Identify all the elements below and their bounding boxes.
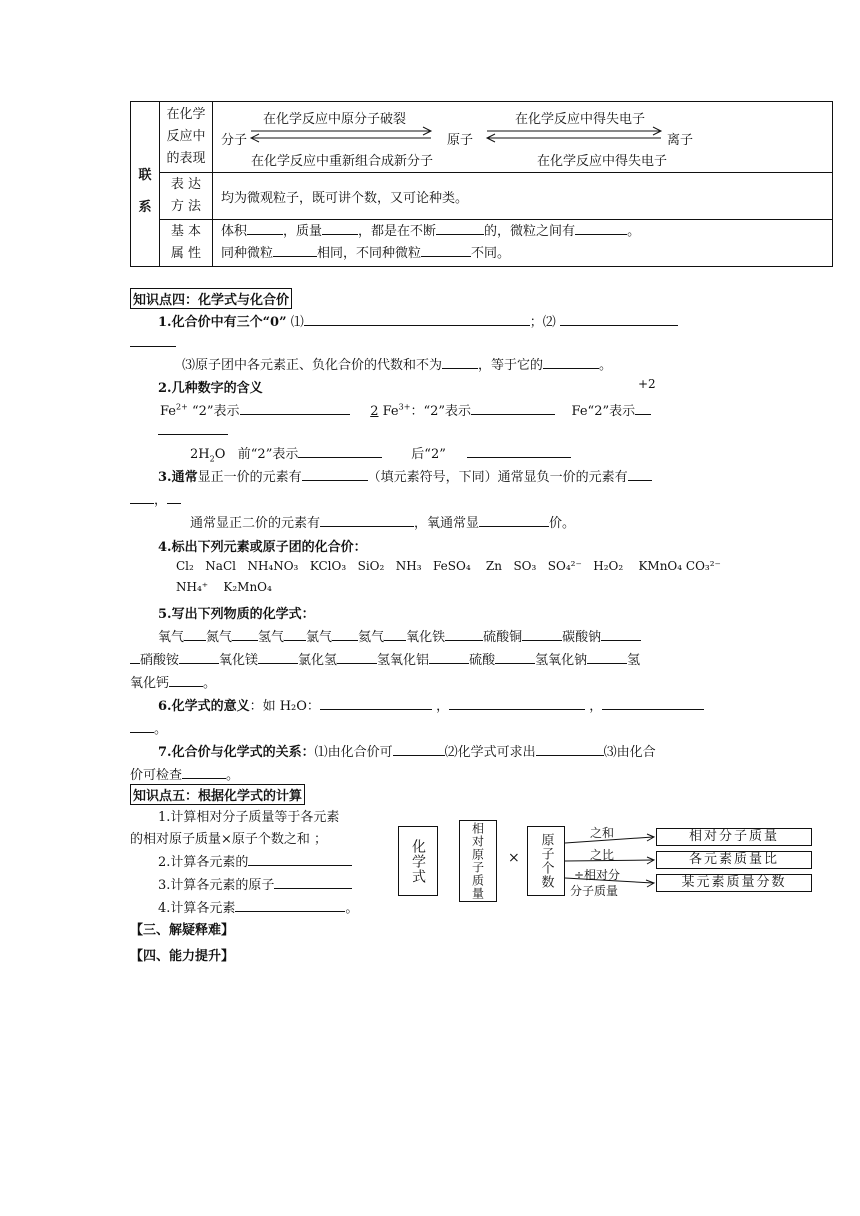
- node-ion: 离子: [667, 133, 694, 148]
- fill-blank[interactable]: [235, 899, 345, 912]
- text: 。: [203, 676, 217, 691]
- q3-label: 3.通常: [158, 470, 198, 485]
- text: 2.计算各元素的: [158, 855, 249, 870]
- text: 氧化钙: [130, 676, 170, 691]
- formula: NH₄NO₃: [247, 559, 299, 573]
- fill-blank[interactable]: [384, 628, 406, 641]
- formula: H₂O₂: [593, 559, 624, 573]
- flow-out1-box: 相对分子质量: [656, 828, 812, 846]
- q6-line1: [158, 695, 704, 714]
- text: 氯化氢: [298, 653, 338, 668]
- text: 氢氧化钠: [535, 653, 588, 668]
- text: 氢气: [258, 630, 285, 645]
- node-atom: 原子: [447, 133, 474, 148]
- text: 硫酸: [469, 653, 496, 668]
- fill-blank[interactable]: [601, 628, 641, 641]
- fill-blank[interactable]: [337, 651, 377, 664]
- calc2: [158, 851, 352, 870]
- fill-blank[interactable]: [284, 628, 306, 641]
- text: 前“2”表示: [237, 447, 299, 462]
- fill-blank[interactable]: [298, 445, 382, 458]
- fill-blank[interactable]: [130, 334, 176, 347]
- fill-blank[interactable]: [158, 422, 228, 435]
- flow-out3-box: 某元素质量分数: [656, 874, 812, 892]
- underlined-2: 2: [370, 404, 379, 419]
- fill-blank[interactable]: [436, 222, 484, 235]
- text: 4.计算各元素: [158, 901, 236, 916]
- row3-head-line2: 属 性: [170, 246, 202, 261]
- fill-blank[interactable]: [543, 356, 599, 369]
- q6-line2: [130, 718, 167, 737]
- q1-label: 1.化合价中有三个“0”: [158, 315, 287, 330]
- text: 碳酸钠: [562, 630, 602, 645]
- text: 氦气: [358, 630, 385, 645]
- row2-head: [160, 173, 213, 220]
- arrow2-bottom-label: 在化学反应中得失电子: [537, 154, 668, 169]
- valence-plus2: +2: [638, 377, 656, 391]
- text: Fe: [160, 404, 177, 419]
- text: 的，微粒之间有: [484, 224, 576, 239]
- row1-content: [213, 102, 833, 173]
- flow-out2-box: 各元素质量比: [656, 851, 812, 869]
- text: 氢氧化铝: [377, 653, 430, 668]
- text: 同种微粒: [221, 246, 274, 261]
- row2-content: 均为微观粒子，既可讲个数，又可论种类。: [213, 173, 833, 220]
- formula: K₂MnO₄: [223, 580, 272, 594]
- q4-label: 4.标出下列元素或原子团的化合价：: [158, 540, 367, 555]
- fill-blank[interactable]: [587, 651, 627, 664]
- flow-times: ×: [508, 850, 520, 866]
- formula: KClO₃: [309, 559, 347, 573]
- row3-head: [160, 220, 213, 267]
- text: ⑴由化合价可: [314, 745, 393, 760]
- text: 氧气: [158, 630, 185, 645]
- fill-blank[interactable]: [471, 402, 555, 415]
- text: 氧化铁: [406, 630, 446, 645]
- section4-title: 知识点四：化学式与化合价: [130, 288, 292, 309]
- fill-blank[interactable]: [302, 468, 368, 481]
- q4-formulas-1: [176, 559, 721, 573]
- fill-blank[interactable]: [602, 697, 704, 710]
- fill-blank[interactable]: [445, 628, 483, 641]
- section5-title: 知识点五：根据化学式的计算: [130, 784, 305, 805]
- text: 硫酸铜: [483, 630, 523, 645]
- fill-blank[interactable]: [442, 356, 478, 369]
- calc4: [158, 897, 358, 916]
- fill-blank[interactable]: [429, 651, 469, 664]
- fill-blank[interactable]: [320, 514, 414, 527]
- arrow1-top-label: 在化学反应中原分子破裂: [263, 112, 407, 127]
- fill-blank[interactable]: [635, 402, 651, 415]
- q3-line2: [130, 489, 181, 508]
- relation-label-cell: [131, 102, 160, 267]
- formula: NH₄⁺: [176, 580, 209, 594]
- fill-blank[interactable]: [130, 720, 154, 733]
- row3-content: [213, 220, 833, 267]
- text: 相同，不同种微粒: [317, 246, 422, 261]
- row3-line2: [221, 243, 832, 265]
- formula: NH₃: [395, 559, 422, 573]
- formula: Cl₂: [176, 559, 194, 573]
- text: （填元素符号，下同）通常显负一价的元素有: [367, 470, 628, 485]
- calc3: [158, 874, 352, 893]
- fill-blank[interactable]: [274, 876, 352, 889]
- q3-line3: [190, 512, 575, 531]
- text: 。: [226, 768, 240, 783]
- fill-blank[interactable]: [332, 628, 358, 641]
- text: Fe“2”表示: [571, 404, 636, 419]
- fill-blank[interactable]: [184, 628, 206, 641]
- text: ⑶由化合: [603, 745, 656, 760]
- flow-sum-label: 之和: [590, 826, 615, 840]
- superscript: 2+: [176, 402, 188, 412]
- text: ，: [436, 699, 450, 714]
- formula: NaCl: [205, 559, 236, 573]
- calc1a: 1.计算相对分子质量等于各元素: [158, 810, 340, 825]
- fill-blank[interactable]: [575, 222, 627, 235]
- q5-label: 5.写出下列物质的化学式：: [158, 607, 315, 622]
- text: 通常显正二价的元素有: [190, 516, 321, 531]
- text: ⑶原子团中各元素正、负化合价的代数和不为: [182, 358, 443, 373]
- text: ，质量: [283, 224, 323, 239]
- text: “2”表示: [191, 404, 240, 419]
- fill-blank[interactable]: [393, 743, 445, 756]
- fill-blank[interactable]: [536, 743, 604, 756]
- relation-label-2: 系: [138, 200, 152, 215]
- text: ；⑵: [529, 315, 556, 330]
- fill-blank[interactable]: [130, 651, 140, 664]
- row2-head-line2: 方 法: [170, 199, 202, 214]
- superscript: 3+: [398, 402, 411, 412]
- q7-line1: [158, 741, 656, 760]
- text: 氢: [627, 653, 641, 668]
- text: ，: [589, 699, 603, 714]
- text: ⑴: [290, 315, 304, 330]
- formula: CO₃²⁻: [685, 559, 721, 573]
- q2-line1: [160, 400, 651, 419]
- text: 硝酸铵: [140, 653, 180, 668]
- q4-formulas-2: [176, 580, 272, 594]
- fill-blank[interactable]: [560, 313, 678, 326]
- flow-div-label2: 分子质量: [570, 884, 619, 898]
- formula: FeSO₄: [433, 559, 471, 573]
- row1-head-line2: 反应中: [166, 129, 206, 144]
- q6-label: 6.化学式的意义: [158, 699, 250, 714]
- fill-blank[interactable]: [247, 222, 283, 235]
- fill-blank[interactable]: [182, 766, 226, 779]
- fill-blank[interactable]: [273, 244, 317, 257]
- fill-blank[interactable]: [628, 468, 652, 481]
- text: 。: [627, 224, 641, 239]
- text: ：如 H₂O：: [249, 699, 320, 714]
- fill-blank[interactable]: [479, 514, 549, 527]
- text: 体积: [221, 224, 248, 239]
- q5-line3: [130, 672, 216, 691]
- arrow1-bottom-label: 在化学反应中重新组合成新分子: [251, 154, 434, 169]
- fill-blank[interactable]: [258, 651, 298, 664]
- q2-line2: [190, 443, 571, 464]
- text: 。: [599, 358, 613, 373]
- fill-blank[interactable]: [320, 697, 432, 710]
- flow-div-label: ÷相对分: [574, 868, 621, 882]
- formula: KMnO₄: [638, 559, 683, 573]
- section6-title: 【三、解疑释难】: [130, 923, 235, 938]
- text: ，氧通常显: [414, 516, 480, 531]
- text: ⑵化学式可求出: [444, 745, 536, 760]
- text: 价可检查: [130, 768, 183, 783]
- fill-blank[interactable]: [240, 402, 350, 415]
- text: 氯气: [306, 630, 333, 645]
- text: 。: [345, 901, 359, 916]
- q5-line2: [130, 649, 640, 668]
- formula: SO₃: [513, 559, 537, 573]
- calc1b: 的相对原子质量×原子个数之和 ；: [130, 832, 328, 847]
- text: 不同。: [471, 246, 511, 261]
- arrow2-top-label: 在化学反应中得失电子: [515, 112, 646, 127]
- formula: SO₄²⁻: [547, 559, 582, 573]
- fill-blank[interactable]: [495, 651, 535, 664]
- text: 氧化镁: [219, 653, 259, 668]
- fill-blank[interactable]: [449, 697, 585, 710]
- q5-line1: [158, 626, 641, 645]
- subscript: 2: [209, 454, 215, 464]
- text: 3.计算各元素的原子: [158, 878, 275, 893]
- double-arrow-1: [247, 126, 435, 144]
- fill-blank[interactable]: [421, 244, 471, 257]
- text: ：“2”表示: [410, 404, 472, 419]
- double-arrow-2: [483, 126, 665, 144]
- text: ，: [154, 493, 168, 508]
- row1-head-line1: 在化学: [166, 107, 206, 122]
- q7-label: 7.化合价与化学式的关系：: [158, 745, 315, 760]
- fill-blank[interactable]: [304, 313, 530, 326]
- row3-line1: [221, 221, 832, 243]
- text: O: [214, 447, 226, 462]
- q7-line2: [130, 764, 239, 783]
- q1-line1: [158, 311, 678, 330]
- q2-label: 2.几种数字的含义: [158, 381, 263, 396]
- fill-blank[interactable]: [322, 222, 358, 235]
- formula: SiO₂: [357, 559, 385, 573]
- text: Fe: [382, 404, 399, 419]
- node-molecule: 分子: [221, 133, 248, 148]
- fill-blank[interactable]: [467, 445, 571, 458]
- row3-head-line1: 基 本: [170, 224, 202, 239]
- fill-blank[interactable]: [169, 674, 203, 687]
- text: 。: [154, 722, 168, 737]
- row2-head-line1: 表 达: [170, 177, 202, 192]
- fill-blank[interactable]: [130, 491, 154, 504]
- fill-blank[interactable]: [522, 628, 562, 641]
- row1-head: [160, 102, 213, 173]
- fill-blank[interactable]: [248, 853, 352, 866]
- relation-label-1: 联: [138, 168, 152, 183]
- q3-line1: [158, 466, 652, 485]
- formula: Zn: [485, 559, 502, 573]
- row1-head-line3: 的表现: [166, 151, 206, 166]
- flow-atomic-box: 相对原子质量: [459, 820, 497, 902]
- fill-blank[interactable]: [167, 491, 181, 504]
- flow-count-box: 原子个数: [527, 826, 565, 896]
- text: 价。: [549, 516, 576, 531]
- fill-blank[interactable]: [232, 628, 258, 641]
- section7-title: 【四、能力提升】: [130, 949, 235, 964]
- q1-line3: [182, 354, 612, 373]
- fill-blank[interactable]: [179, 651, 219, 664]
- text: 显正一价的元素有: [197, 470, 302, 485]
- text: 2H: [190, 447, 210, 462]
- text: ，等于它的: [478, 358, 544, 373]
- flow-formula-box: 化学式: [398, 826, 438, 896]
- text: 后“2”: [411, 447, 446, 462]
- text: 氮气: [206, 630, 233, 645]
- flow-ratio-label: 之比: [590, 848, 615, 862]
- comparison-table: [130, 101, 833, 267]
- text: ，都是在不断: [358, 224, 437, 239]
